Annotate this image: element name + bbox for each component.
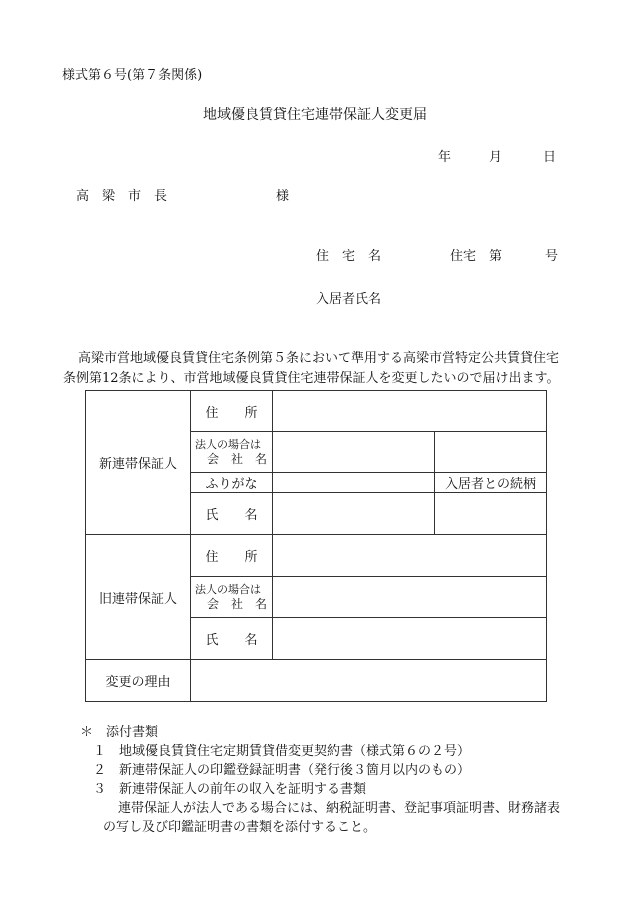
date-month: 月	[489, 150, 503, 165]
old-address-label: 住 所	[191, 535, 273, 577]
resident-name-label: 入居者氏名	[316, 292, 382, 307]
form-number: 様式第６号(第７条関係)	[62, 68, 203, 83]
reason-label: 変更の理由	[86, 660, 191, 702]
body-line-1: 高梁市営地域優良賃貸住宅条例第５条において準用する高梁市営特定公共賃貸住宅	[78, 351, 560, 366]
residence-label: 住 宅 名	[316, 249, 382, 264]
old-name-label: 氏 名	[191, 618, 273, 660]
old-company-field[interactable]	[273, 577, 547, 618]
date-day: 日	[543, 150, 557, 165]
residence-number-suffix: 号	[545, 249, 559, 264]
residence-unit: 住宅 第	[450, 249, 503, 264]
body-line-2: 条例第12条により、市営地域優良賃貸住宅連帯保証人を変更したいので届け出ます。	[63, 371, 560, 386]
old-guarantor-label: 旧連帯保証人	[86, 535, 191, 660]
document-title: 地域優良賃貸住宅連帯保証人変更届	[203, 107, 427, 123]
date-year: 年	[438, 150, 452, 165]
new-company-field[interactable]	[273, 432, 435, 473]
attachment-item-1: １ 地域優良賃貸住宅定期賃貸借変更契約書（様式第６の２号）	[93, 744, 471, 759]
new-furigana-label: ふりがな	[191, 473, 273, 493]
old-name-field[interactable]	[273, 618, 547, 660]
addressee-honorific: 様	[276, 189, 290, 204]
new-company-label-line1: 法人の場合は	[195, 438, 261, 451]
new-company-blank	[435, 432, 547, 473]
old-company-label-line1: 法人の場合は	[195, 583, 261, 596]
new-furigana-field[interactable]	[273, 473, 435, 493]
new-name-label: 氏 名	[191, 493, 273, 535]
attachments-heading: ＊ 添付書類	[80, 725, 159, 740]
new-company-label-line2: 会 社 名	[207, 452, 268, 466]
old-address-field[interactable]	[273, 535, 547, 577]
attachment-item-3: ３ 新連帯保証人の前年の収入を証明する書類	[93, 782, 367, 797]
old-company-label	[191, 577, 273, 618]
attachment-item-2: ２ 新連帯保証人の印鑑登録証明書（発行後３箇月以内のもの）	[93, 763, 471, 778]
new-address-field[interactable]	[273, 391, 547, 432]
attachment-note-line1: 連帯保証人が法人である場合には、納税証明書、登記事項証明書、財務諸表	[118, 801, 561, 816]
old-company-label-line2: 会 社 名	[207, 597, 268, 611]
attachment-note-line2: の写し及び印鑑証明書の書類を添付すること。	[103, 820, 377, 835]
reason-field[interactable]	[191, 660, 547, 702]
new-guarantor-label: 新連帯保証人	[86, 391, 191, 535]
attachments-section	[80, 723, 560, 837]
addressee-name: 高 梁 市 長	[76, 189, 168, 204]
relation-label: 入居者との続柄	[435, 473, 547, 493]
guarantor-table	[85, 390, 547, 702]
new-company-label	[191, 432, 273, 473]
new-address-label: 住 所	[191, 391, 273, 432]
new-name-field[interactable]	[273, 493, 435, 535]
relation-field[interactable]	[435, 493, 547, 535]
